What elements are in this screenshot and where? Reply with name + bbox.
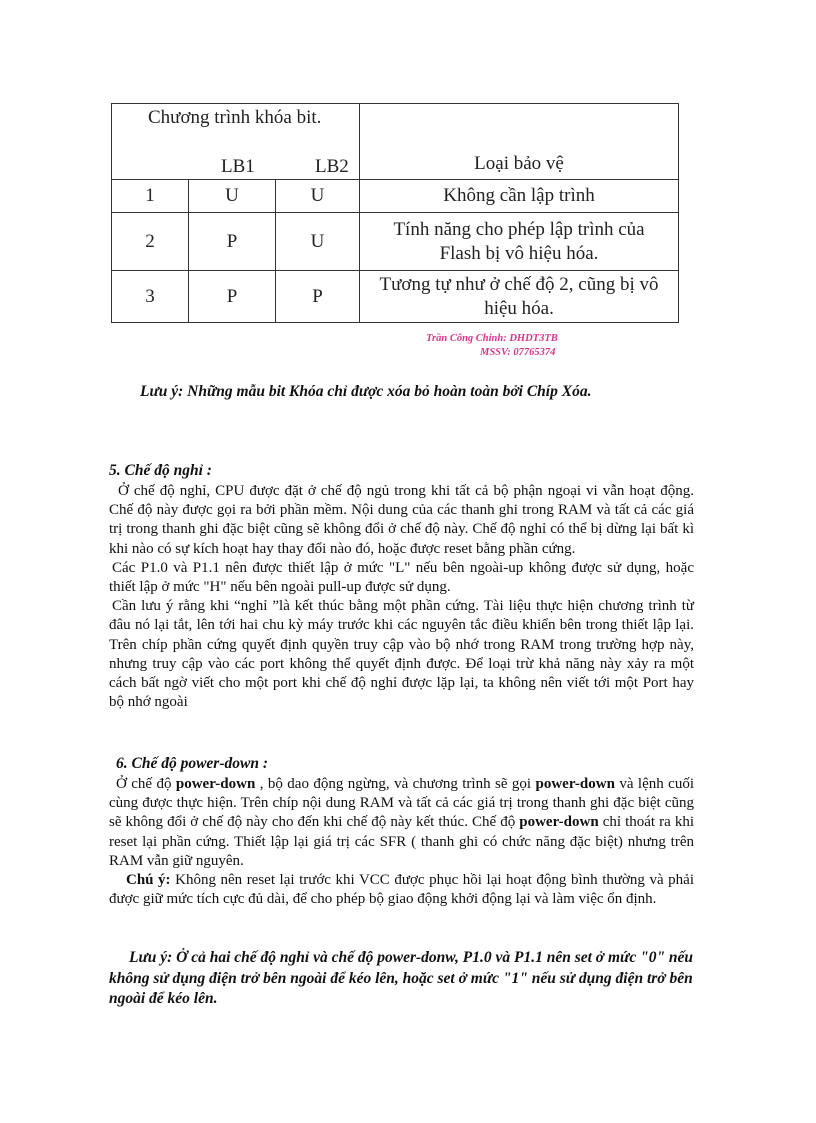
author-watermark bbox=[426, 332, 558, 360]
table-cell-mode: 2 bbox=[112, 213, 189, 271]
table-row bbox=[112, 180, 679, 213]
table-row bbox=[112, 213, 679, 271]
table-header-lb1: LB1 bbox=[221, 156, 255, 177]
table-cell-mode: 1 bbox=[112, 180, 189, 213]
note-label: Chú ý: bbox=[126, 872, 171, 889]
section-6-body bbox=[109, 775, 694, 909]
note-text: Không nên reset lại trước khi VCC được phục hồi lại hoạt động bình thường và phải được giữ mức tích cực đủ dài, để cho phép bộ giao động khởi động lại và làm việc ổn định. bbox=[109, 872, 694, 908]
text-run: , bộ dao động ngừng, và chương trình sẽ gọi bbox=[255, 776, 536, 792]
table-cell-mode: 3 bbox=[112, 271, 189, 323]
table-cell-lb1: U bbox=[189, 180, 276, 213]
section-5-heading: 5. Chế độ nghỉ : bbox=[109, 462, 212, 479]
table-cell-lb1: P bbox=[189, 213, 276, 271]
table-header-program bbox=[112, 104, 360, 180]
table-cell-protection: Tương tự như ở chế độ 2, cũng bị vô hiệu hóa. bbox=[360, 271, 679, 323]
section-5-paragraph: Cần lưu ý rằng khi “nghỉ ”là kết thúc bằng một phần cứng. Tài liệu thực hiện chương trình từ đâu nó lại tắt, lên tới hai chu kỳ máy trước khi các nguyên tắc điều khiển bên trong thiết lập lại. Trên chíp phần cứng quyết định quyền truy cập vào bộ nhớ trong RAM trong trường hợp này, nhưng truy cập vào các port không thể quyết định được. Để loại trừ khả năng này xảy ra một cách bất ngờ viết cho một port khi chế độ nghỉ được lặp lại, ta không nên viết tới một Port hay bộ nhớ ngoài bbox=[109, 598, 694, 711]
table-cell-lb2: U bbox=[276, 180, 360, 213]
term-power-down: power-down bbox=[175, 776, 256, 792]
section-6-paragraph bbox=[109, 775, 694, 871]
table-cell-lb2: P bbox=[276, 271, 360, 323]
table-header-title: Chương trình khóa bit. bbox=[148, 107, 322, 128]
table-cell-lb2: U bbox=[276, 213, 360, 271]
watermark-student-id: MSSV: 07765374 bbox=[480, 347, 556, 358]
term-power-down: power-down bbox=[519, 814, 599, 831]
text-run: chỉ thoát ra khi reset lại phần cứng. Thiết lập lại giá trị các SFR ( thanh ghi có chức năng đặc biệt) nhưng trên RAM vẫn giữ nguyên. bbox=[109, 814, 694, 869]
table-cell-protection: Tính năng cho phép lập trình của Flash bị vô hiệu hóa. bbox=[360, 213, 679, 271]
note-lock-bits: Lưu ý: Những mẫu bit Khóa chỉ được xóa bỏ hoàn toàn bởi Chíp Xóa. bbox=[140, 383, 592, 400]
table-row bbox=[112, 271, 679, 323]
section-6-note bbox=[109, 871, 694, 909]
watermark-author: Trần Công Chinh: DHDT3TB bbox=[426, 333, 558, 344]
term-power-down: power-down bbox=[535, 776, 615, 792]
table-header-protection: Loại bảo vệ bbox=[360, 104, 679, 180]
table-header-lb2: LB2 bbox=[315, 156, 349, 177]
section-5-paragraph: Ở chế độ nghỉ, CPU được đặt ở chế độ ngủ trong khi tất cả bộ phận ngoại vi vẫn hoạt động. Chế độ này được gọi ra bởi phần mềm. Nội dung của các thanh ghi trong RAM và tất cả các giá trị trong thanh ghi đặc biệt cũng sẽ không đổi ở chế độ này. Chế độ nghỉ có thể bị dừng lại bất kì khi nào có sự kích hoạt hay thay đổi nào đó, hoặc được reset bằng phần cứng. bbox=[109, 483, 694, 557]
section-5-body bbox=[109, 482, 694, 712]
lock-bit-table bbox=[111, 103, 679, 323]
text-run: và lệnh cuối cùng được thực hiện. Trên chíp nội dung RAM và tất cả các giá trị trong thanh ghi đặc biệt cũng sẽ không đổi ở chế độ này cho đến khi chế độ này kết thúc. Chế độ bbox=[109, 776, 694, 831]
table-cell-protection: Không cần lập trình bbox=[360, 180, 679, 213]
section-6-heading: 6. Chế độ power-down : bbox=[116, 755, 268, 772]
note-power-modes: Lưu ý: Ở cả hai chế độ nghỉ và chế độ power-donw, P1.0 và P1.1 nên set ở mức "0" nếu không sử dụng điện trở bên ngoài để kéo lên, hoặc set ở mức "1" nếu sử dụng điện trở bên ngoài để kéo lên. bbox=[109, 949, 694, 1007]
table-cell-lb1: P bbox=[189, 271, 276, 323]
section-5-paragraph: Các P1.0 và P1.1 nên được thiết lập ở mức "L" nếu bên ngoài-up không được sử dụng, hoặc thiết lập ở mức "H" nếu bên ngoài pull-up được sử dụng. bbox=[109, 559, 694, 596]
text-run: Ở chế độ bbox=[116, 776, 176, 792]
